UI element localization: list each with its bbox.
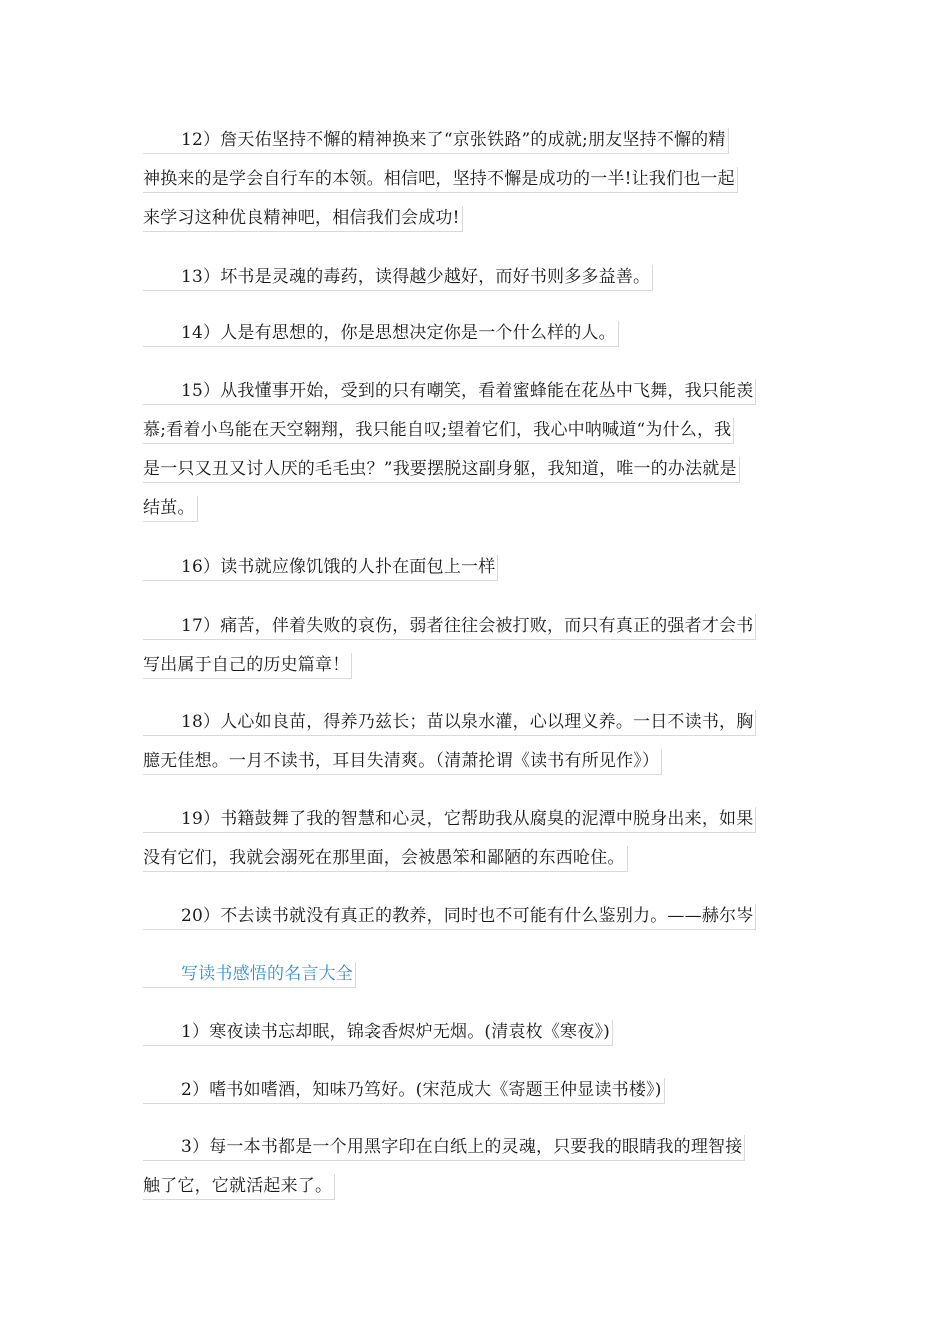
text-line: 15）从我懂事开始，受到的只有嘲笑，看着蜜蜂能在花丛中飞舞，我只能羡 (143, 379, 756, 405)
paragraph-16 (143, 548, 806, 587)
text-line: 19）书籍鼓舞了我的智慧和心灵，它帮助我从腐臭的泥潭中脱身出来，如果 (143, 807, 756, 833)
quote-1 (143, 1013, 806, 1052)
paragraph-14 (143, 314, 806, 353)
section-heading (143, 955, 806, 994)
text-line: 20）不去读书就没有真正的教养，同时也不可能有什么鉴别力。——赫尔岑 (143, 904, 756, 930)
text-line: 1）寒夜读书忘却眠，锦衾香烬炉无烟。(清袁枚《寒夜》) (143, 1020, 613, 1046)
quote-3 (143, 1128, 806, 1206)
text-line: 是一只又丑又讨人厌的毛毛虫？”我要摆脱这副身躯，我知道，唯一的办法就是 (143, 457, 740, 483)
text-line: 结茧。 (143, 496, 198, 522)
text-line: 16）读书就应像饥饿的人扑在面包上一样 (143, 555, 498, 581)
text-line: 神换来的是学会自行车的本领。相信吧，坚持不懈是成功的一半!让我们也一起 (143, 167, 738, 193)
paragraph-19 (143, 800, 806, 878)
heading-text: 写读书感悟的名言大全 (143, 962, 356, 988)
paragraph-13 (143, 258, 806, 297)
paragraph-18 (143, 703, 806, 781)
text-line: 3）每一本书都是一个用黑字印在白纸上的灵魂，只要我的眼睛我的理智接 (143, 1135, 745, 1161)
paragraph-12 (143, 121, 806, 238)
text-line: 18）人心如良苗，得养乃兹长；苗以泉水灌，心以理义养。一日不读书，胸 (143, 710, 756, 736)
paragraph-20 (143, 897, 806, 936)
text-line: 17）痛苦，伴着失败的哀伤，弱者往往会被打败，而只有真正的强者才会书 (143, 614, 756, 640)
quote-2 (143, 1071, 806, 1110)
text-line: 臆无佳想。一月不读书，耳目失清爽。（清萧抡谓《读书有所见作》） (143, 749, 662, 775)
paragraph-17 (143, 607, 806, 685)
text-line: 14）人是有思想的，你是思想决定你是一个什么样的人。 (143, 321, 619, 347)
text-line: 写出属于自己的历史篇章！ (143, 653, 352, 679)
text-line: 2）嗜书如嗜酒，知味乃笃好。(宋范成大《寄题王仲显读书楼》) (143, 1078, 665, 1104)
text-line: 来学习这种优良精神吧，相信我们会成功! (143, 206, 463, 232)
text-line: 13）坏书是灵魂的毒药，读得越少越好，而好书则多多益善。 (143, 265, 653, 291)
text-line: 慕;看着小鸟能在天空翱翔，我只能自叹;望着它们，我心中呐喊道“为什么，我 (143, 418, 734, 444)
text-line: 12）詹天佑坚持不懈的精神换来了“京张铁路”的成就;朋友坚持不懈的精 (143, 128, 729, 154)
paragraph-15 (143, 372, 806, 528)
text-line: 没有它们，我就会溺死在那里面，会被愚笨和鄙陋的东西呛住。 (143, 846, 628, 872)
text-line: 触了它，它就活起来了。 (143, 1174, 335, 1200)
